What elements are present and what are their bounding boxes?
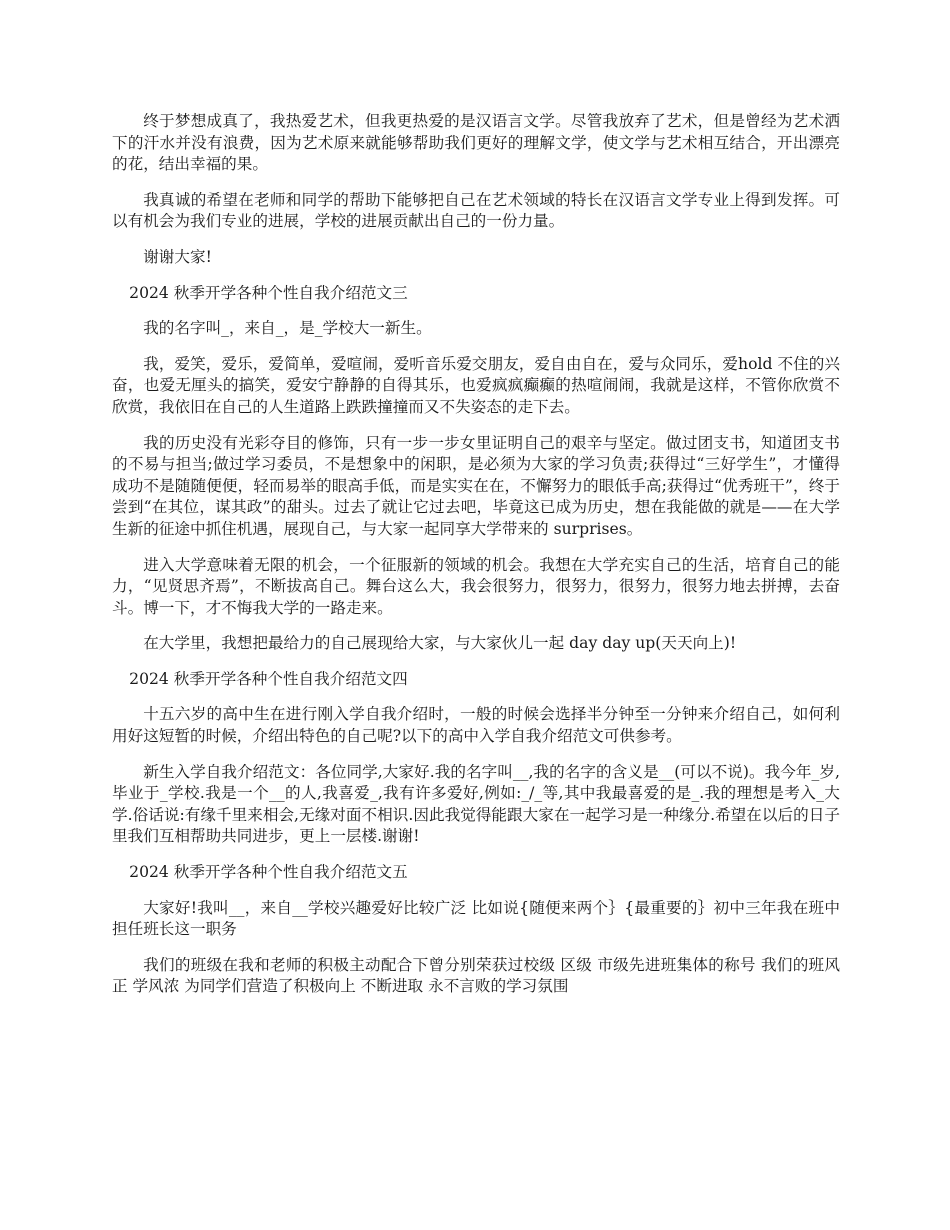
section-heading: 2024 秋季开学各种个性自我介绍范文四 bbox=[129, 669, 408, 688]
paragraph: 进入大学意味着无限的机会，一个征服新的领域的机会。我想在大学充实自己的生活，培育自己的能力，“见贤思齐焉”，不断拔高自己。舞台这么大，我会很努力，很努力，很努力，很努力地去拼搏，去奋斗。博一下，才不悔我大学的一路走来。 bbox=[112, 555, 840, 617]
paragraph: 我真诚的希望在老师和同学的帮助下能够把自己在艺术领域的特长在汉语言文学专业上得到发挥。可以有机会为我们专业的进展，学校的进展贡献出自己的一份力量。 bbox=[112, 190, 840, 231]
section-heading: 2024 秋季开学各种个性自我介绍范文三 bbox=[129, 283, 408, 302]
paragraph: 我，爱笑，爱乐，爱简单，爱喧闹，爱听音乐爱交朋友，爱自由自在，爱与众同乐，爱hold 不住的兴奋，也爱无厘头的搞笑，爱安宁静静的自得其乐，也爱疯疯癫癫的热喧闹闹，我就是这样，不管你欣赏不欣赏，我依旧在自己的人生道路上跌跌撞撞而又不失姿态的走下去。 bbox=[112, 354, 840, 416]
paragraph: 我的名字叫_，来自_，是_学校大一新生。 bbox=[143, 319, 432, 338]
paragraph: 在大学里，我想把最给力的自己展现给大家，与大家伙儿一起 day day up(天天向上)! bbox=[143, 634, 737, 653]
section-heading: 2024 秋季开学各种个性自我介绍范文五 bbox=[129, 863, 408, 882]
paragraph: 谢谢大家! bbox=[143, 247, 212, 266]
paragraph: 十五六岁的高中生在进行刚入学自我介绍时，一般的时候会选择半分钟至一分钟来介绍自己，如何利用好这短暂的时候，介绍出特色的自己呢?以下的高中入学自我介绍范文可供参考。 bbox=[112, 705, 840, 746]
document-page bbox=[112, 111, 840, 1012]
paragraph: 大家好!我叫__，来自__学校兴趣爱好比较广泛 比如说{随便来两个｝{最重要的｝初中三年我在班中担任班长这一职务 bbox=[112, 898, 840, 939]
paragraph: 新生入学自我介绍范文：各位同学,大家好.我的名字叫__,我的名字的含义是__(可以不说)。我今年_岁,毕业于_学校.我是一个__的人,我喜爱_,我有许多爱好,例如:_/_等,其中我最喜爱的是_.我的理想是考入_大学.俗话说:有缘千里来相会,无缘对面不相识.因此我觉得能跟大家在一起学习是一种缘分.希望在以后的日子里我们互相帮助共同进步，更上一层楼.谢谢! bbox=[112, 762, 840, 846]
paragraph: 我们的班级在我和老师的积极主动配合下曾分别荣获过校级 区级 市级先进班集体的称号 我们的班风正 学风浓 为同学们营造了积极向上 不断进取 永不言败的学习氛围 bbox=[112, 955, 840, 996]
paragraph: 终于梦想成真了，我热爱艺术，但我更热爱的是汉语言文学。尽管我放弃了艺术，但是曾经为艺术洒下的汗水并没有浪费，因为艺术原来就能够帮助我们更好的理解文学，使文学与艺术相互结合，开出漂亮的花，结出幸福的果。 bbox=[112, 112, 840, 174]
paragraph: 我的历史没有光彩夺目的修饰，只有一步一步女里证明自己的艰辛与坚定。做过团支书，知道团支书的不易与担当;做过学习委员，不是想象中的闲职，是必须为大家的学习负责;获得过“三好学生”，才懂得成功不是随随便便，轻而易举的眼高手低，而是实实在在，不懈努力的眼低手高;获得过“优秀班干”，终于尝到“在其位，谋其政”的甜头。过去了就让它过去吧，毕竟这已成为历史，想在我能做的就是——在大学生新的征途中抓住机遇，展现自己，与大家一起同享大学带来的 surprises。 bbox=[112, 433, 840, 538]
